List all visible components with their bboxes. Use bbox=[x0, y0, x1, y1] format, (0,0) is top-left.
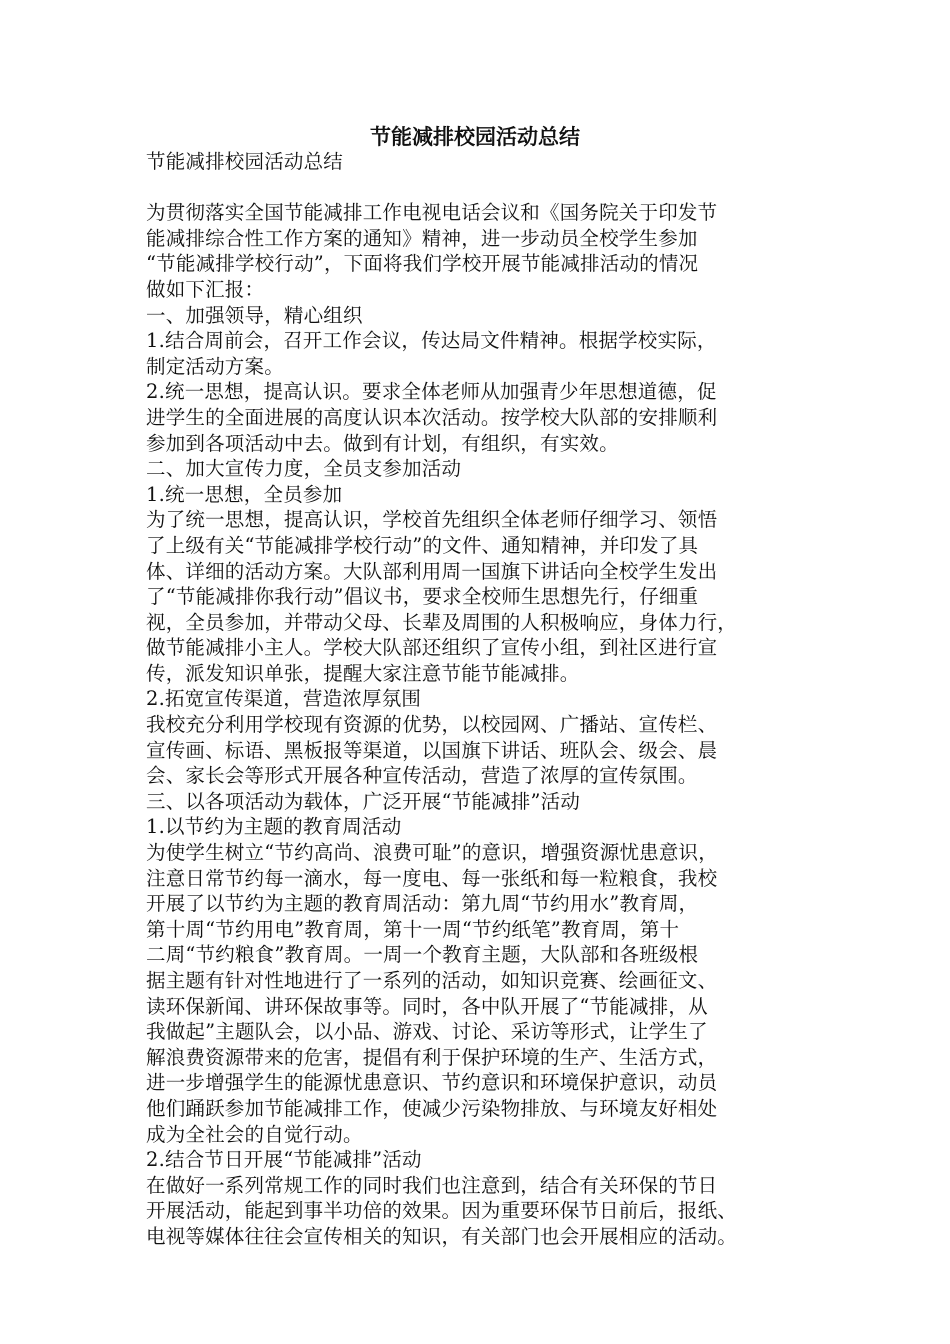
text-line: 我校充分利用学校现有资源的优势，以校园网、广播站、宣传栏、 bbox=[146, 713, 718, 737]
text-line: 为了统一思想，提高认识，学校首先组织全体老师仔细学习、领悟 bbox=[146, 508, 718, 532]
text-line: 他们踊跃参加节能减排工作，使减少污染物排放、与环境友好相处 bbox=[146, 1096, 718, 1120]
text-line: 我做起”主题队会，以小品、游戏、讨论、采访等形式，让学生了 bbox=[146, 1020, 708, 1044]
text-line: 做如下汇报： bbox=[146, 277, 265, 301]
text-line: 2.结合节日开展“节能减排”活动 bbox=[146, 1148, 422, 1172]
text-line: 第十周“节约用电”教育周，第十一周“节约纸笔”教育周，第十 bbox=[146, 917, 680, 941]
text-line: 成为全社会的自觉行动。 bbox=[146, 1122, 363, 1146]
text-line: 开展了以节约为主题的教育周活动：第九周“节约用水”教育周， bbox=[146, 892, 699, 916]
text-line: 解浪费资源带来的危害，提倡有利于保护环境的生产、生活方式， bbox=[146, 1045, 718, 1069]
blank-line bbox=[146, 175, 816, 201]
text-line: 了上级有关“节能减排学校行动”的文件、通知精神，并印发了具 bbox=[146, 533, 699, 557]
text-line: 电视等媒体往往会宣传相关的知识，有关部门也会开展相应的活动。 bbox=[146, 1224, 738, 1248]
text-line: 会、家长会等形式开展各种宣传活动，营造了浓厚的宣传氛围。 bbox=[146, 764, 698, 788]
text-line: 1.结合周前会，召开工作会议，传达局文件精神。根据学校实际， bbox=[146, 329, 717, 353]
text-line: 注意日常节约每一滴水，每一度电、每一张纸和每一粒粮食，我校 bbox=[146, 866, 718, 890]
text-line: 传，派发知识单张，提醒大家注意节能节能减排。 bbox=[146, 661, 580, 685]
text-line: “节能减排学校行动”，下面将我们学校开展节能减排活动的情况 bbox=[146, 252, 699, 276]
text-line: 进一步增强学生的能源忧患意识、节约意识和环境保护意识，动员 bbox=[146, 1071, 718, 1095]
text-line: 二周“节约粮食”教育周。一周一个教育主题，大队部和各班级根 bbox=[146, 943, 699, 967]
text-line: 2.统一思想，提高认识。要求全体老师从加强青少年思想道德，促 bbox=[146, 380, 717, 404]
document-body bbox=[146, 149, 816, 1250]
text-line: 读环保新闻、讲环保故事等。同时，各中队开展了“节能减排，从 bbox=[146, 994, 708, 1018]
text-line: 三、以各项活动为载体，广泛开展“节能减排”活动 bbox=[146, 789, 581, 813]
text-line: 在做好一系列常规工作的同时我们也注意到，结合有关环保的节日 bbox=[146, 1173, 718, 1197]
text-line: 宣传画、标语、黑板报等渠道，以国旗下讲话、班队会、级会、晨 bbox=[146, 738, 718, 762]
text-line: 1.以节约为主题的教育周活动 bbox=[146, 815, 402, 839]
document-title: 节能减排校园活动总结 bbox=[370, 125, 580, 149]
text-line: 能减排综合性工作方案的通知》精神，进一步动员全校学生参加 bbox=[146, 226, 698, 250]
text-line: 为使学生树立“节约高尚、浪费可耻”的意识，增强资源忧患意识， bbox=[146, 841, 718, 865]
text-line: 了“节能减排你我行动”倡议书，要求全校师生思想先行，仔细重 bbox=[146, 585, 699, 609]
text-line: 做节能减排小主人。学校大队部还组织了宣传小组，到社区进行宣 bbox=[146, 636, 718, 660]
text-line: 视，全员参加，并带动父母、长辈及周围的人积极响应，身体力行， bbox=[146, 610, 738, 634]
text-line: 1.统一思想，全员参加 bbox=[146, 482, 343, 506]
text-line: 为贯彻落实全国节能减排工作电视电话会议和《国务院关于印发节 bbox=[146, 201, 718, 225]
text-line: 2.拓宽宣传渠道，营造浓厚氛围 bbox=[146, 687, 422, 711]
text-line: 二、加大宣传力度，全员支参加活动 bbox=[146, 457, 462, 481]
text-line: 一、加强领导，精心组织 bbox=[146, 303, 363, 327]
document-subtitle: 节能减排校园活动总结 bbox=[146, 150, 344, 173]
text-line: 体、详细的活动方案。大队部利用周一国旗下讲话向全校学生发出 bbox=[146, 559, 718, 583]
text-line: 据主题有针对性地进行了一系列的活动，如知识竞赛、绘画征文、 bbox=[146, 969, 718, 992]
text-line: 参加到各项活动中去。做到有计划，有组织，有实效。 bbox=[146, 431, 619, 455]
paragraph-lines bbox=[146, 200, 816, 1249]
text-line: 开展活动，能起到事半功倍的效果。因为重要环保节日前后，报纸、 bbox=[146, 1199, 738, 1223]
text-line: 进学生的全面进展的高度认识本次活动。按学校大队部的安排顺利 bbox=[146, 405, 718, 429]
text-line: 制定活动方案。 bbox=[146, 354, 284, 378]
